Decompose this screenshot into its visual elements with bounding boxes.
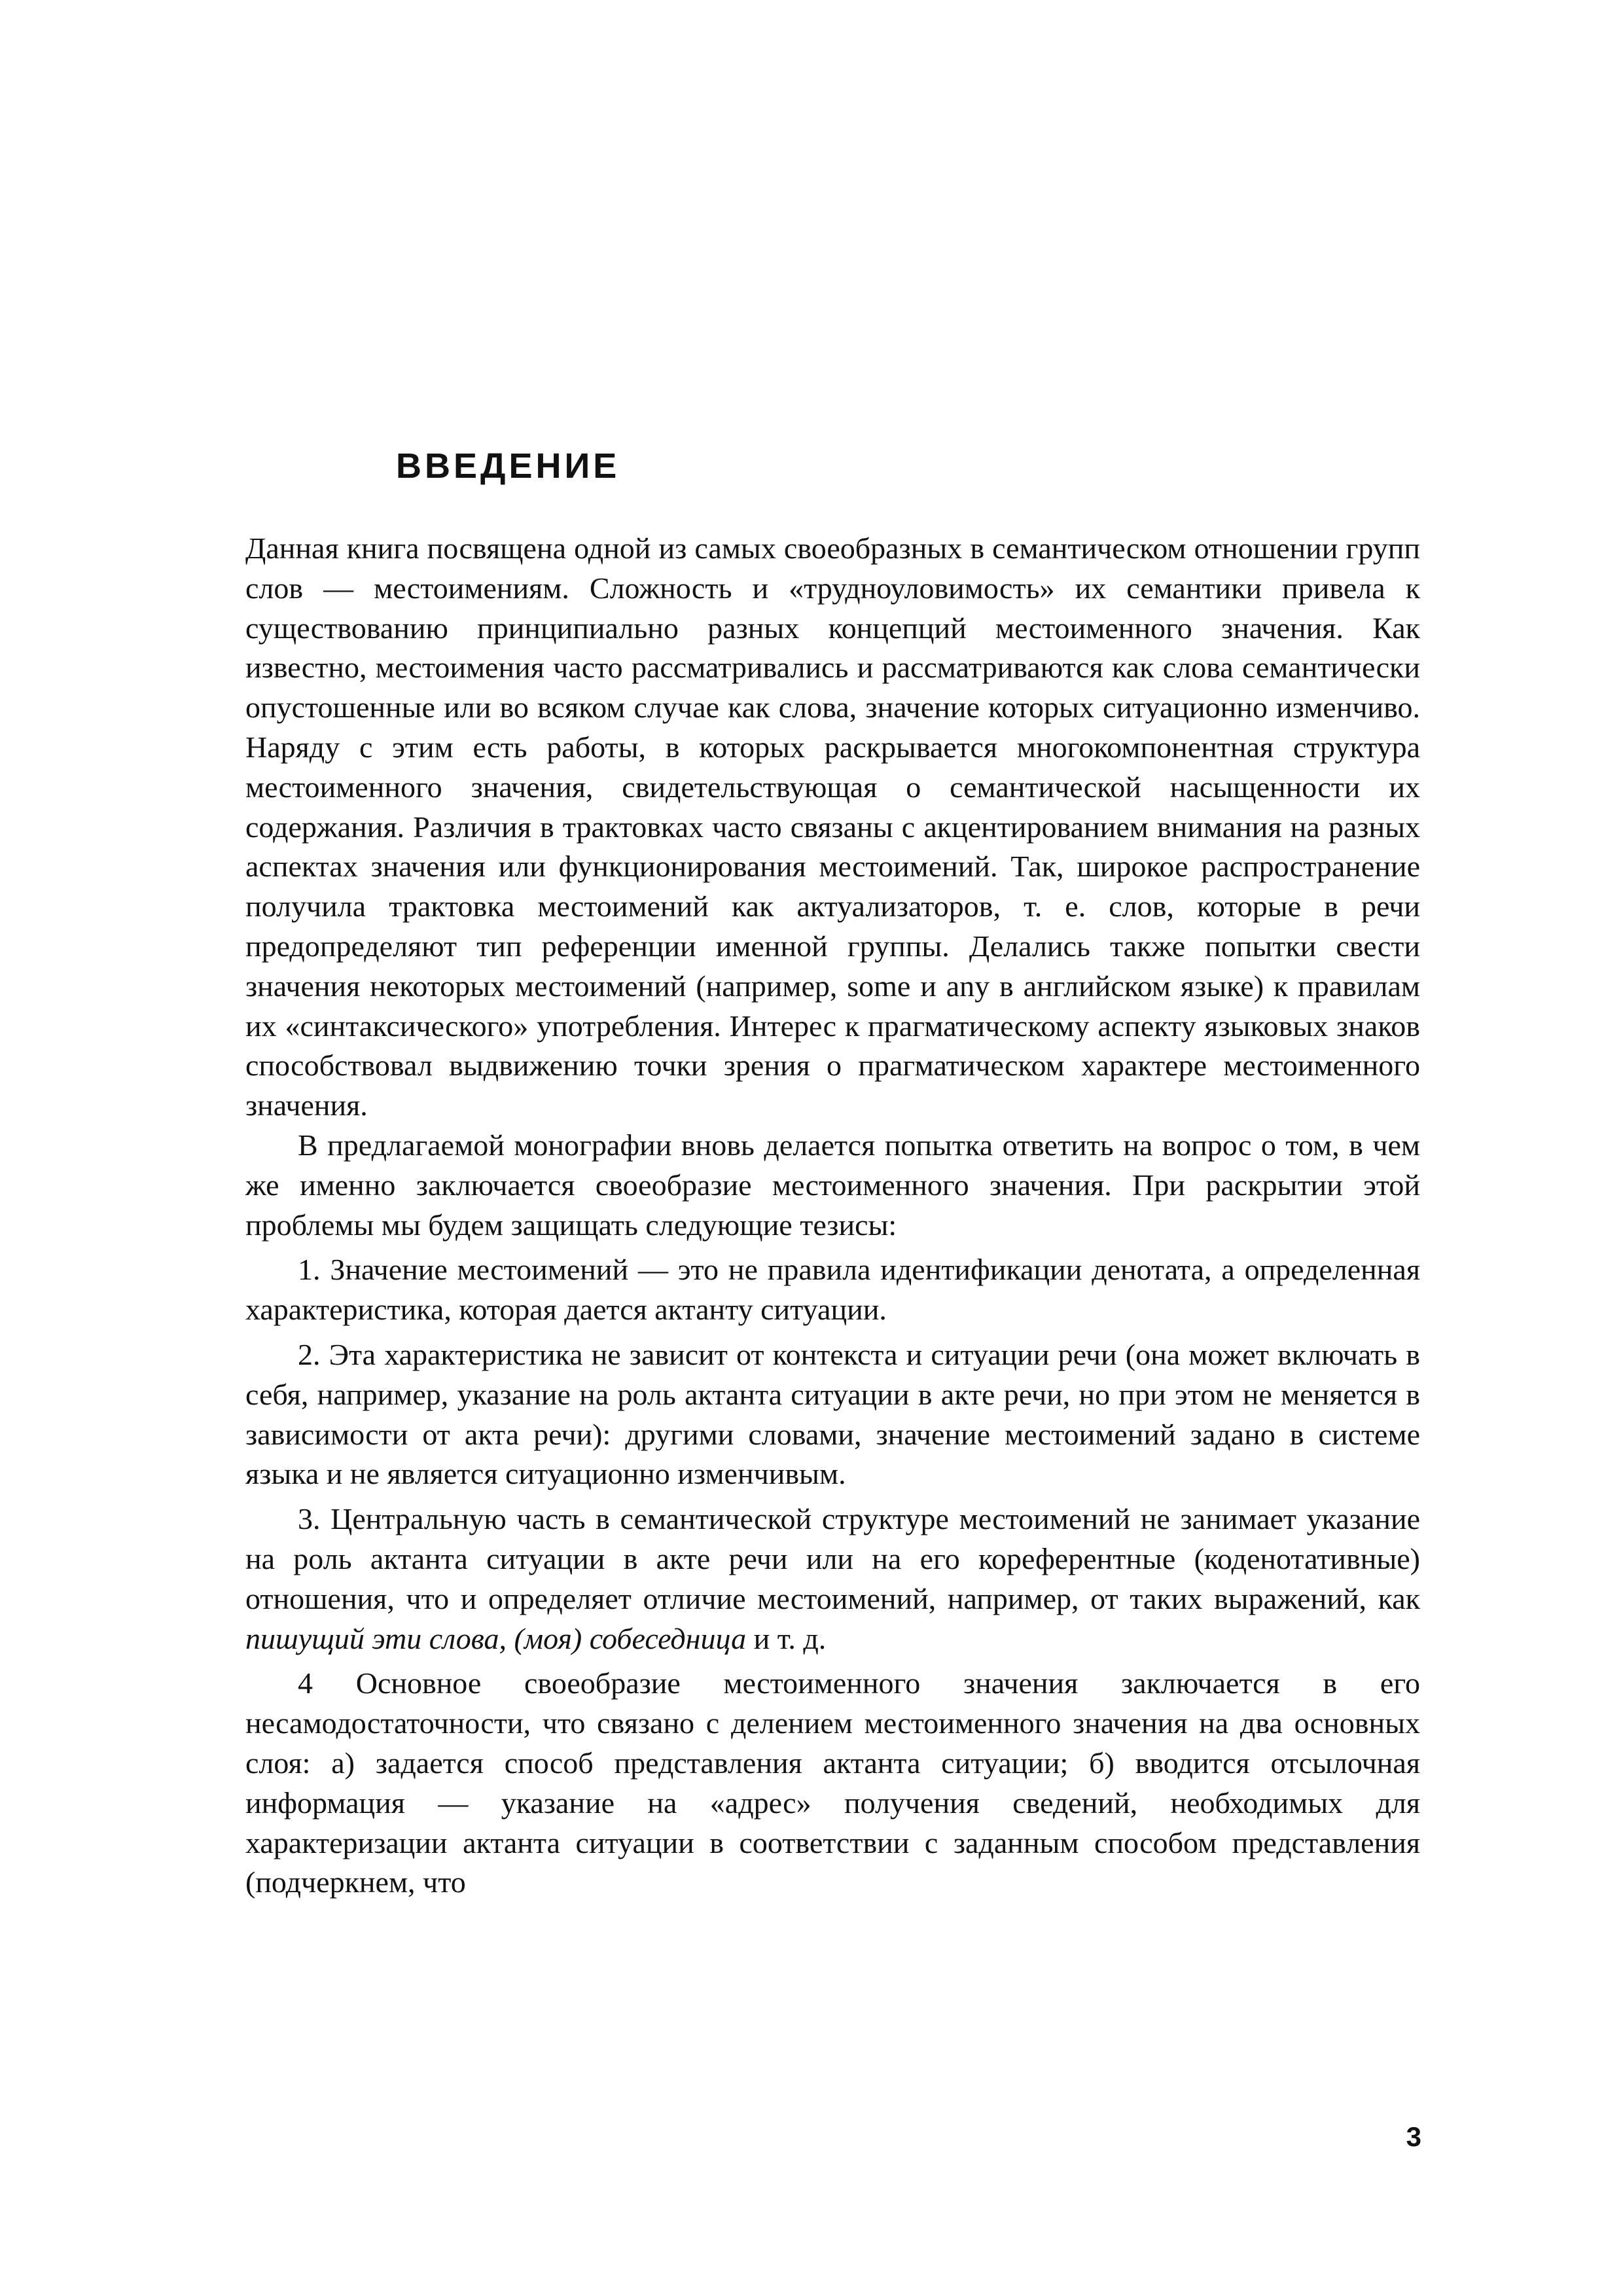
thesis-2: 2. Эта характеристика не зависит от контекста и ситуации речи (она может включать в себя, например, указание на роль актанта ситуации в акте речи, но при этом не меняется в зависимости от акта речи): другими словами, значение местоимений задано в системе языка и не является ситуационно изменчивым. <box>245 1337 1420 1491</box>
thesis-3-ending: и т. д. <box>746 1621 827 1655</box>
section-heading: ВВЕДЕНИЕ <box>396 446 620 486</box>
thesis-1: 1. Значение местоимений — это не правила идентификации денотата, а определенная характеристика, которая дается актанту ситуации. <box>245 1253 1420 1327</box>
thesis-4: 4 Основное своеобразие местоименного значения заключается в его несамодостаточности, что связано с делением местоименного значения на два основных слоя: а) задается способ представления актанта ситуации; б) вводится отсылочная информация — указание на «адрес» получения сведений, необходимых для характеризации актанта ситуации в соответствии с заданным способом представления (подчеркнем, что <box>245 1666 1420 1899</box>
body-text <box>245 529 1420 1903</box>
page-number: 3 <box>1406 2121 1421 2152</box>
thesis-3-text: 3. Центральную часть в семантической структуре местоимений не занимает указание на роль актанта ситуации в акте речи или на его кореферентные (коденотативные) отношения, что и определяет отличие местоимений, например, от таких выражений, как <box>245 1502 1420 1615</box>
paragraph-2: В предлагаемой монографии вновь делается попытка ответить на вопрос о том, в чем же именно заключается своеобразие местоименного значения. При раскрытии этой проблемы мы будем защищать следующие тезисы: <box>245 1128 1420 1242</box>
thesis-3 <box>245 1499 1420 1659</box>
thesis-3-italic-examples: пишущий эти слова, (моя) собеседница <box>245 1621 747 1655</box>
paragraph-1: Данная книга посвящена одной из самых своеобразных в семантическом отношении групп слов — местоимениям. Сложность и «трудноуловимость» их семантики привела к существованию принципиально разных концепций местоименного значения. Как известно, местоимения часто рассматривались и рассматриваются как слова семантически опустошенные или во всяком случае как слова, значение которых ситуационно изменчиво. Наряду с этим есть работы, в которых раскрывается многокомпонентная структура местоименного значения, свидетельствующая о семантической насыщенности их содержания. Различия в трактовках часто связаны с акцентированием внимания на разных аспектах значения или функционирования местоимений. Так, широкое распространение получила трактовка местоимений как актуализаторов, т. е. слов, которые в речи предопределяют тип референции именной группы. Делались также попытки свести значения некоторых местоимений (например, some и any в английском языке) к правилам их «синтаксического» употребления. Интерес к прагматическому аспекту языковых знаков способствовал выдвижению точки зрения о прагматическом характере местоименного значения. <box>245 531 1420 1122</box>
